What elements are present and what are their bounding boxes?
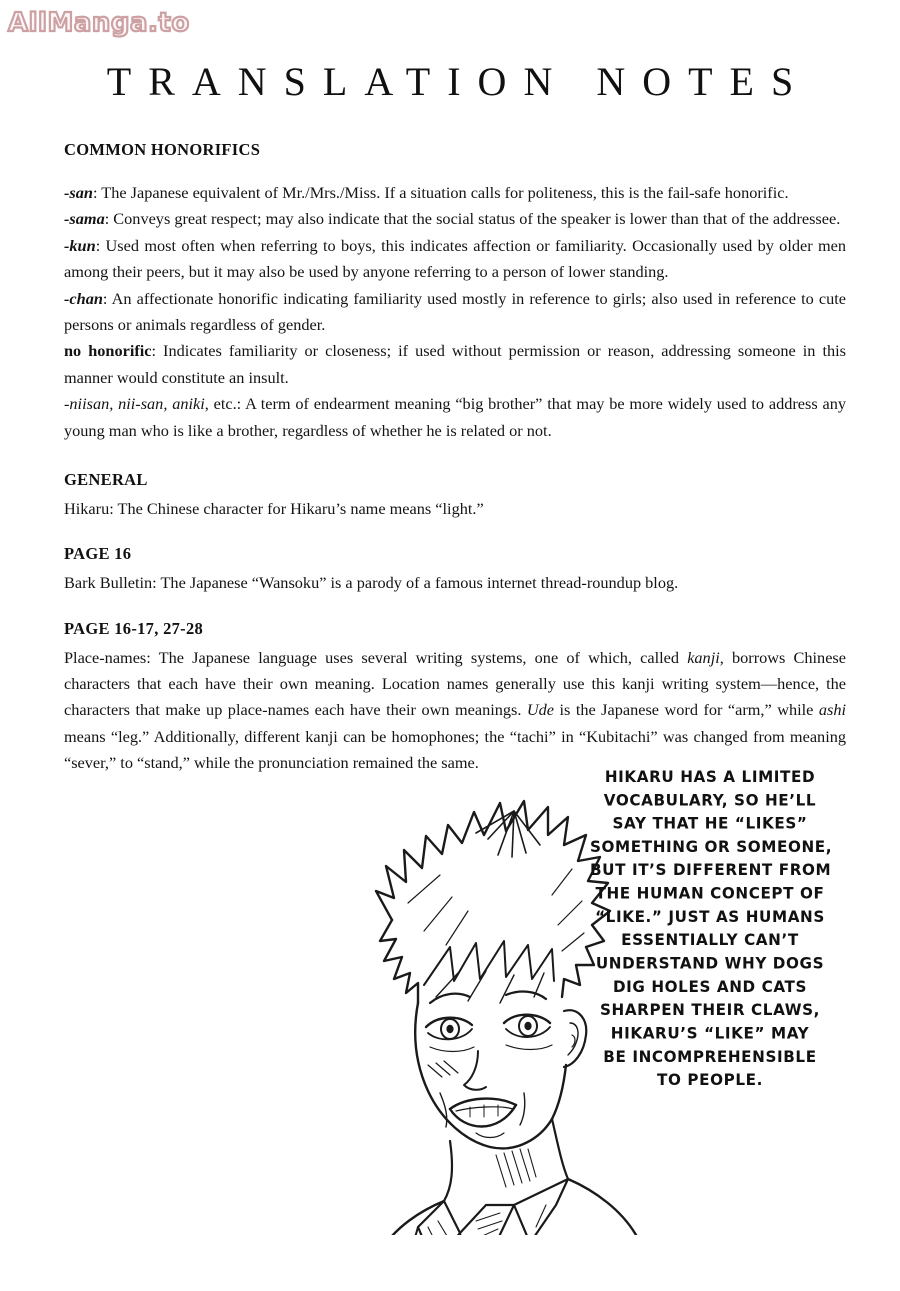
honorific-term-kun: -kun: [64, 235, 96, 255]
honorific-text-niisan: , etc.: A term of endearment meaning “big brother” that may be more widely used to address any young man who is like a brother, regardless of whether he is related or not.: [64, 394, 846, 440]
honorific-text-kun: : Used most often when referring to boys, this indicates affection or familiarity. Occasionally used by older men among their peers, but it may also be used by anyone referring to a person of lower standing.: [64, 235, 846, 282]
honorific-entry-no-honorific: [64, 338, 846, 391]
honorific-entry-san: [64, 180, 846, 206]
caption-line-12: HIKARU’S “LIKE” MAY: [610, 1024, 810, 1044]
section-heading-common-honorifics: COMMON HONORIFICS: [64, 140, 261, 159]
honorific-term-no-honorific: no honorific: [64, 341, 152, 361]
honorific-text-no-honorific: : Indicates familiarity or closeness; if used without permission or reason, addressing someone in this manner would constitute an insult.: [64, 341, 846, 387]
caption-line-13: BE INCOMPREHENSIBLE: [603, 1047, 817, 1067]
section-heading-page-16: PAGE 16: [64, 544, 132, 564]
placenames-italic-kanji: kanji: [687, 647, 720, 667]
honorific-term-niisan: -niisan, nii-san, aniki: [64, 394, 205, 414]
section-heading-general: GENERAL: [64, 469, 148, 489]
placenames-italic-ude: Ude: [526, 700, 555, 720]
caption-line-4: SOMETHING OR SOMEONE,: [590, 837, 833, 857]
placenames-text-4: means “leg.” Additionally, different kanji can be homophones; the “tachi” in “Kubitachi” was changed from meaning “sever,” to “stand,” while the pronunciation remained the same.: [64, 726, 846, 773]
caption-line-10: DIG HOLES AND CATS: [612, 977, 808, 997]
placenames-text-1: Place-names: The Japanese language uses several writing systems, one of which, called: [64, 647, 688, 667]
caption-line-2: VOCABULARY, SO HE’LL: [603, 790, 817, 810]
notes-article: [64, 140, 846, 777]
section-heading-page-16-17-27-28: PAGE 16-17, 27-28: [64, 618, 204, 638]
honorific-text-sama: : Conveys great respect; may also indicate that the social status of the speaker is lower than that of the addressee.: [104, 209, 841, 229]
caption-line-14: TO PEOPLE.: [657, 1070, 763, 1090]
allmanga-watermark: AllManga.to: [8, 8, 190, 38]
caption-line-3: SAY THAT HE “LIKES”: [612, 813, 808, 833]
caption-line-9: UNDERSTAND WHY DOGS: [595, 953, 825, 974]
caption-line-7: “LIKE.” JUST AS HUMANS: [595, 907, 825, 927]
honorific-text-san: : The Japanese equivalent of Mr./Mrs./Miss. If a situation calls for politeness, this is the fail-safe honorific.: [92, 183, 789, 202]
caption-line-5: BUT IT’S DIFFERENT FROM: [590, 860, 832, 880]
honorific-term-chan: -chan: [64, 288, 103, 308]
placenames-text-3: is the Japanese word for “arm,” while: [554, 700, 819, 720]
honorific-term-san: -san: [64, 183, 93, 202]
hikaru-caption-text: [590, 765, 833, 1092]
honorific-entry-sama: [64, 206, 846, 232]
section-body-page-16: Bark Bulletin: The Japanese “Wansoku” is a parody of a famous internet thread-roundup blog.: [64, 573, 679, 593]
honorific-entry-niisan: [64, 391, 846, 444]
honorific-text-chan: : An affectionate honorific indicating familiarity used mostly in reference to girls; also used in reference to cute persons or animals regardless of gender.: [64, 288, 846, 334]
placenames-text-2: , borrows Chinese characters that each have their own meaning. Location names generally use this kanji writing system—hence, the characters that make up place-names each have their own meanings.: [64, 647, 846, 720]
caption-line-8: ESSENTIALLY CAN’T: [621, 930, 799, 950]
placenames-italic-ashi: ashi: [818, 700, 846, 720]
caption-line-1: HIKARU HAS A LIMITED: [604, 767, 816, 787]
caption-line-11: SHARPEN THEIR CLAWS,: [599, 1000, 821, 1020]
caption-line-6: THE HUMAN CONCEPT OF: [595, 883, 825, 903]
section-body-general: Hikaru: The Chinese character for Hikaru’s name means “light.”: [64, 498, 484, 518]
page-title: TRANSLATION NOTES: [106, 59, 811, 104]
honorific-entry-chan: [64, 286, 846, 339]
honorific-term-sama: -sama: [64, 209, 105, 229]
honorific-entry-kun: [64, 233, 846, 286]
